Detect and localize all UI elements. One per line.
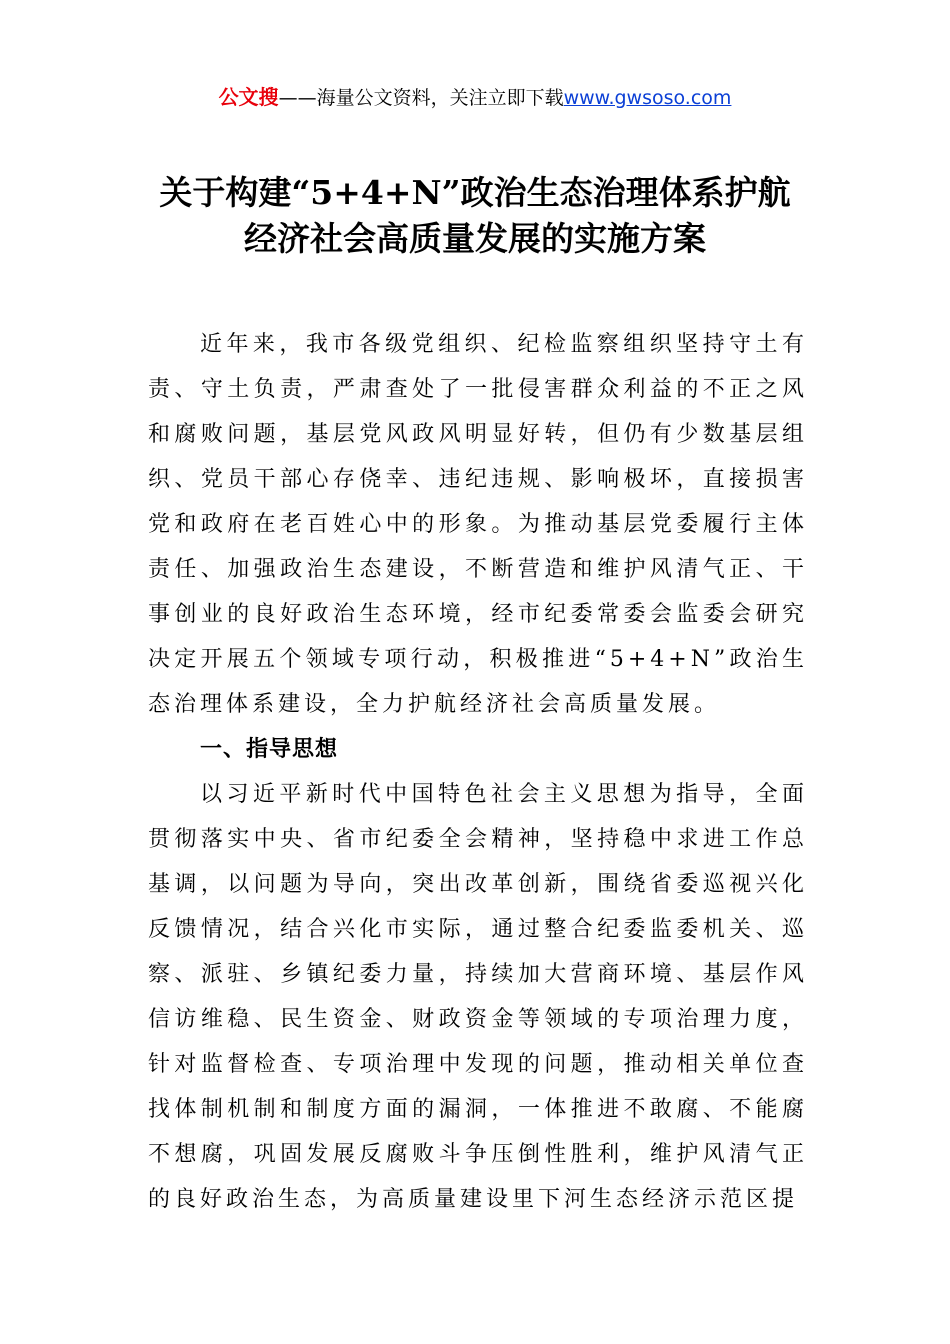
site-link[interactable]: www.gwsoso.com bbox=[563, 87, 732, 109]
intro-paragraph: 近年来，我市各级党组织、纪检监察组织坚持守土有责、守土负责，严肃查处了一批侵害群众利益的不正之风和腐败问题，基层党风政风明显好转，但仍有少数基层组织、党员干部心存侥幸、违纪违规、影响极坏，直接损害党和政府在老百姓心中的形象。为推动基层党委履行主体责任、加强政治生态建设，不断营造和维护风清气正、干事创业的良好政治生态环境，经市纪委常委会监委会研究决定开展五个领域专项行动，积极推进“5+4+N”政治生态治理体系建设，全力护航经济社会高质量发展。 bbox=[148, 332, 808, 717]
title-line-1: 关于构建“5+4+N”政治生态治理体系护航 bbox=[159, 173, 791, 212]
title-line-2: 经济社会高质量发展的实施方案 bbox=[244, 219, 706, 258]
section-paragraph-guiding-ideology: 以习近平新时代中国特色社会主义思想为指导，全面贯彻落实中央、省市纪委全会精神，坚持稳中求进工作总基调，以问题为导向，突出改革创新，围绕省委巡视兴化反馈情况，结合兴化市实际，通过整合纪委监委机关、巡察、派驻、乡镇纪委力量，持续加大营商环境、基层作风信访维稳、民生资金、财政资金等领域的专项治理力度，针对监督检查、专项治理中发现的问题，推动相关单位查找体制机制和制度方面的漏洞，一体推进不敢腐、不能腐不想腐，巩固发展反腐败斗争压倒性胜利，维护风清气正的良好政治生态，为高质量建设里下河生态经济示范区提 bbox=[148, 782, 808, 1212]
section-heading-guiding-ideology: 一、指导思想 bbox=[200, 737, 339, 762]
site-header bbox=[0, 83, 950, 112]
brand-name: 公文搜 bbox=[218, 85, 279, 109]
document-body bbox=[148, 322, 808, 1222]
document-title bbox=[120, 170, 830, 262]
header-tagline: ——海量公文资料，关注立即下载 bbox=[278, 87, 564, 109]
